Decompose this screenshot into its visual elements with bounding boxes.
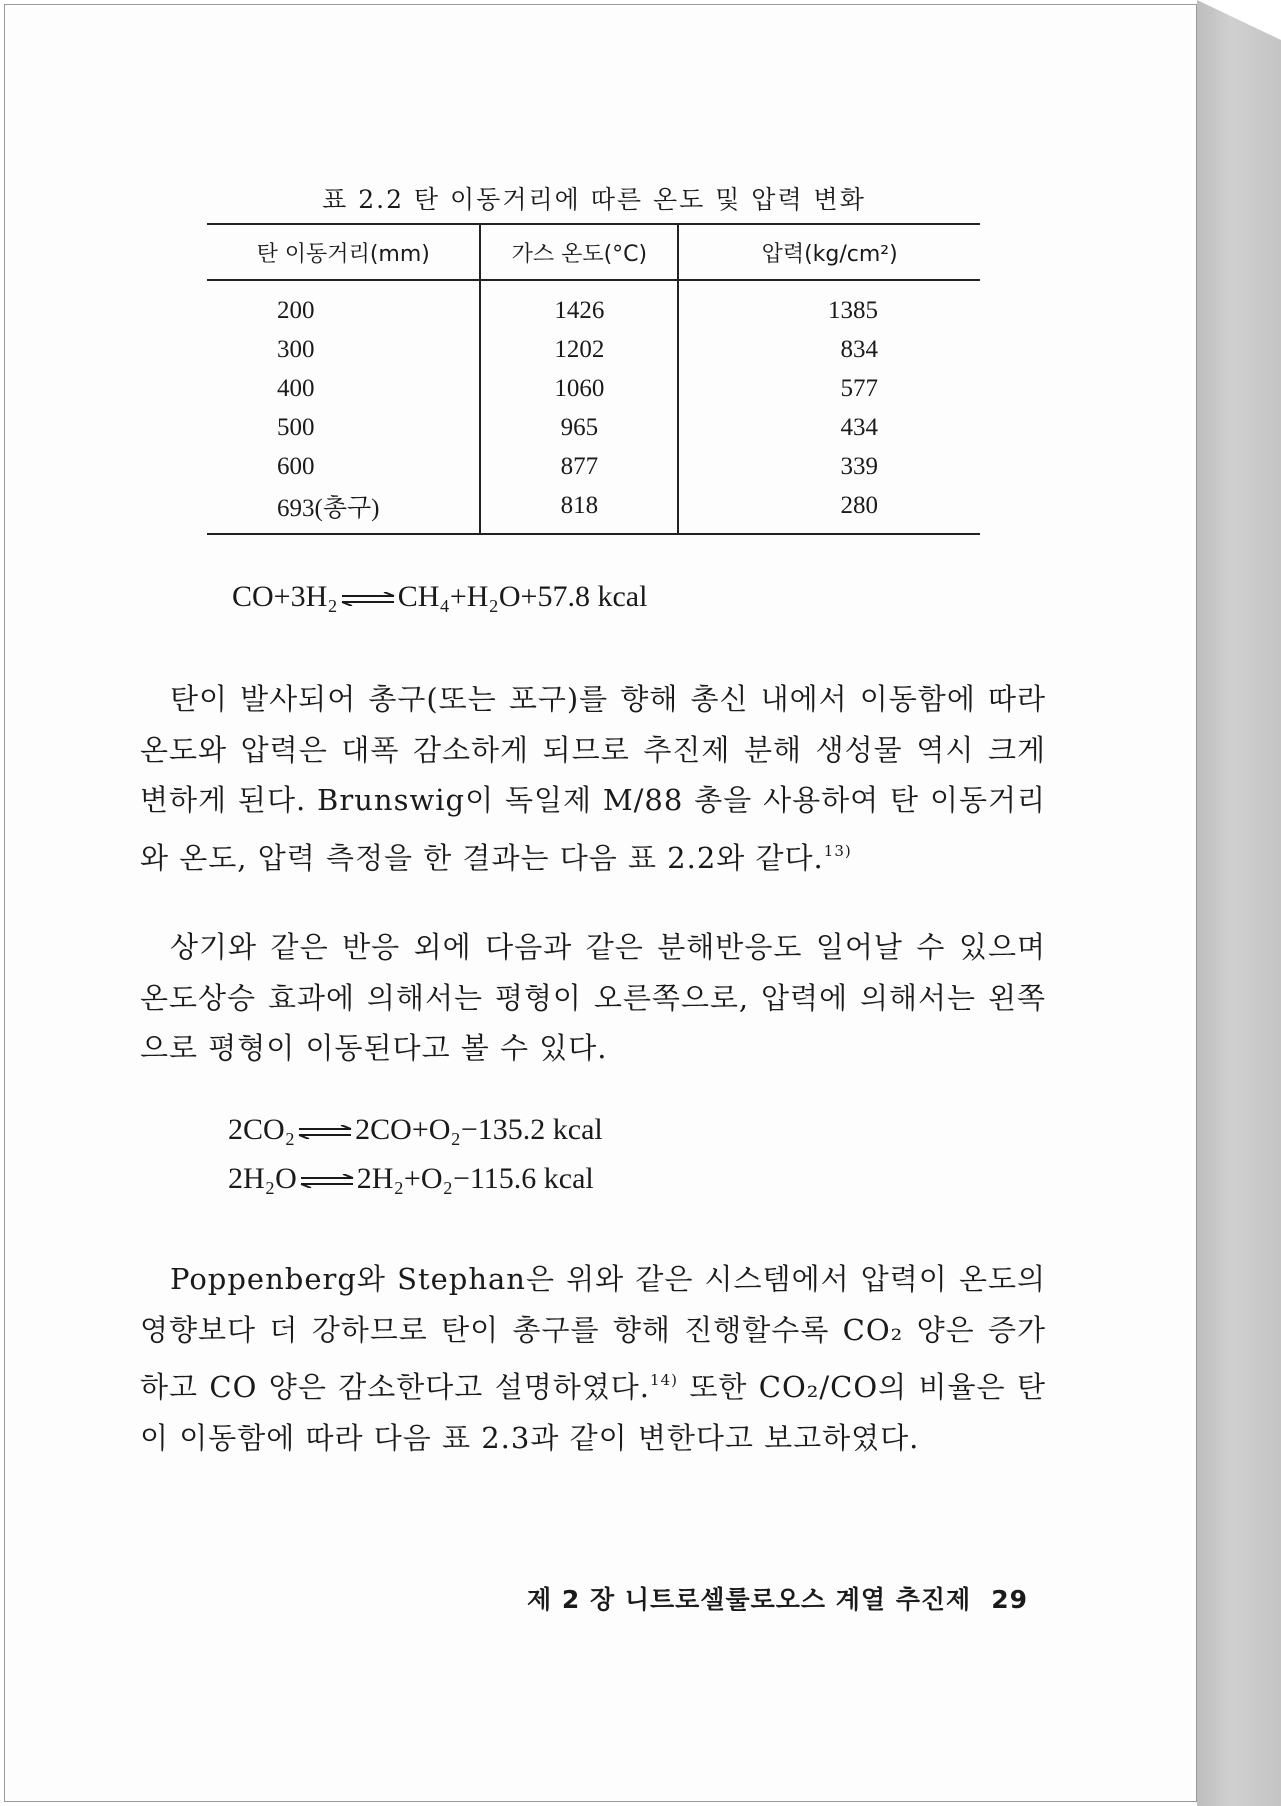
equation-left: 2H₂O xyxy=(228,1162,297,1195)
cell-temperature: 818 xyxy=(480,486,678,534)
cell-distance: 500 xyxy=(277,413,315,441)
paragraph-3-text: Poppenberg와 Stephan은 위와 같은 시스템에서 압력이 온도의 영향보다 더 강하므로 탄이 총구를 향해 진행할수록 CO₂ 양은 증가하고 CO 양은 감소한다고 설명하였다. xyxy=(140,1262,1046,1404)
paragraph-1 xyxy=(140,674,1046,883)
cell-temperature: 965 xyxy=(480,408,678,447)
paragraph-3 xyxy=(140,1254,1046,1463)
equation-methanation xyxy=(232,580,647,614)
cell-temperature: 1426 xyxy=(480,280,678,330)
paragraph-1-text: 탄이 발사되어 총구(또는 포구)를 향해 총신 내에서 이동함에 따라 온도와 압력은 대폭 감소하게 되므로 추진제 분해 생성물 역시 크게 변하게 된다. Brunswig이 독일제 M/88 총을 사용하여 탄 이동거리와 온도, 압력 측정을 한 결과는 다음 표 2.2와 같다. xyxy=(140,682,1046,875)
chapter-title: 제 2 장 니트로셀룰로오스 계열 추진제 xyxy=(527,1585,972,1614)
table-row xyxy=(207,486,980,534)
table-caption: 표 2.2 탄 이동거리에 따른 온도 및 압력 변화 xyxy=(322,185,866,214)
paragraph-3-continued: 또한 CO₂/CO의 비율은 탄이 이동함에 따라 다음 표 2.3과 같이 변한다고 보고하였다. xyxy=(140,1370,1046,1455)
header-distance: 탄 이동거리(mm) xyxy=(207,224,480,280)
footnote-ref-14: 14) xyxy=(650,1371,678,1389)
cell-distance: 400 xyxy=(277,374,315,402)
cell-distance: 200 xyxy=(277,296,315,324)
cell-pressure: 577 xyxy=(678,369,980,408)
cell-pressure: 434 xyxy=(678,408,980,447)
cell-temperature: 877 xyxy=(480,447,678,486)
page-number: 29 xyxy=(991,1585,1028,1614)
cell-pressure: 280 xyxy=(678,486,980,534)
cell-pressure: 339 xyxy=(678,447,980,486)
cell-distance: 600 xyxy=(277,452,315,480)
equation-right: 2CO+O₂−135.2 kcal xyxy=(355,1113,603,1146)
cell-distance: 693(총구) xyxy=(207,486,480,534)
book-page-edge xyxy=(1197,0,1281,1806)
paragraph-2 xyxy=(140,922,1046,1074)
data-table xyxy=(207,223,980,535)
equilibrium-arrow-icon xyxy=(299,1174,355,1188)
equation-right: 2H₂+O₂−115.6 kcal xyxy=(356,1162,594,1195)
cell-pressure: 834 xyxy=(678,330,980,369)
table-row xyxy=(207,330,980,369)
cell-temperature: 1202 xyxy=(480,330,678,369)
cell-distance: 300 xyxy=(277,335,315,363)
header-pressure: 압력(kg/cm²) xyxy=(678,224,980,280)
equation-h2o-decomposition xyxy=(228,1162,594,1196)
equation-left: 2CO₂ xyxy=(228,1113,296,1146)
table-row xyxy=(207,447,980,486)
equation-left: CO+3H₂ xyxy=(232,580,338,613)
table-row xyxy=(207,408,980,447)
footnote-ref-13: 13) xyxy=(823,841,852,860)
table-row xyxy=(207,280,980,330)
equation-co2-decomposition xyxy=(228,1113,603,1147)
header-temperature: 가스 온도(°C) xyxy=(480,224,678,280)
cell-pressure: 1385 xyxy=(678,280,980,330)
equilibrium-arrow-icon xyxy=(340,592,396,606)
paragraph-2-text: 상기와 같은 반응 외에 다음과 같은 분해반응도 일어날 수 있으며 온도상승 효과에 의해서는 평형이 오른쪽으로, 압력에 의해서는 왼쪽으로 평형이 이동된다고 볼 수 있다. xyxy=(140,930,1046,1065)
table-row xyxy=(207,369,980,408)
page-footer xyxy=(488,1580,1028,1616)
table-header-row xyxy=(207,224,980,280)
equilibrium-arrow-icon xyxy=(297,1125,353,1139)
cell-temperature: 1060 xyxy=(480,369,678,408)
equation-right: CH₄+H₂O+57.8 kcal xyxy=(397,580,648,613)
